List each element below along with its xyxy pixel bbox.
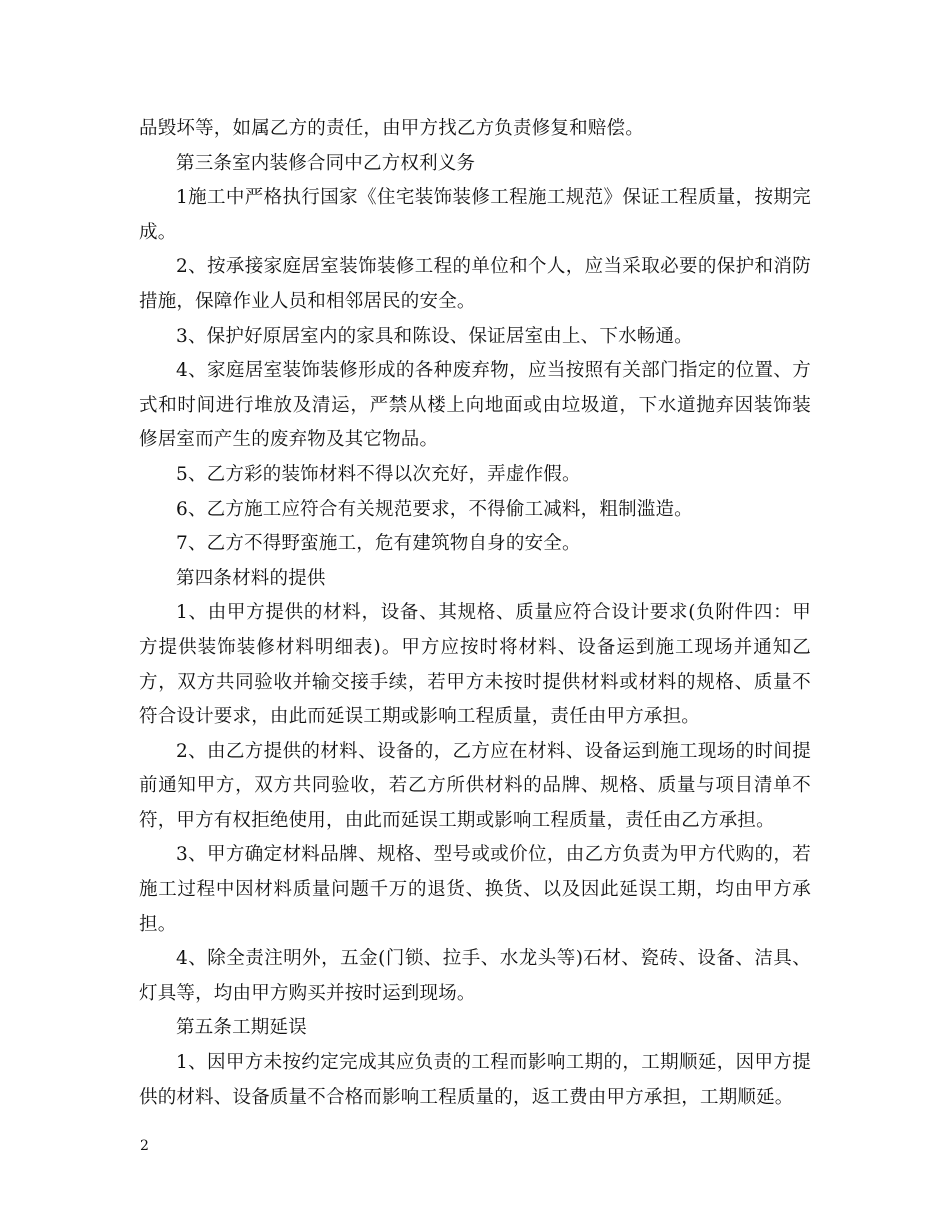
paragraph-3-7: 7、乙方不得野蛮施工，危有建筑物自身的安全。 [176,533,581,555]
paragraph-5-1: 1、因甲方未按约定完成其应负责的工程而影响工期的，工期顺延，因甲方提供的材料、设备质量不合格而影响工程质量的，返工费由甲方承担，工期顺延。 [139,1052,811,1108]
paragraph-3-2: 2、按承接家庭居室装饰装修工程的单位和个人，应当采取必要的保护和消防措施，保障作业人员和相邻居民的安全。 [139,256,811,312]
paragraph-1: 品毁坏等，如属乙方的责任，由甲方找乙方负责修复和赔偿。 [139,118,644,139]
page-number: 2 [140,1138,149,1154]
document-body [139,112,811,1115]
section-heading-5: 第五条工期延误 [176,1017,307,1039]
paragraph-3-5: 5、乙方彩的装饰材料不得以次充好，弄虚作假。 [176,463,581,485]
paragraph-4-1: 1、由甲方提供的材料，设备、其规格、质量应符合设计要求(负附件四：甲方提供装饰装修材料明细表)。甲方应按时将材料、设备运到施工现场并通知乙方，双方共同验收并输交接手续，若甲方未按时提供材料或材料的规格、质量不符合设计要求，由此而延误工期或影响工程质量，责任由甲方承担。 [139,602,811,728]
paragraph-4-4: 4、除全责注明外，五金(门锁、拉手、水龙头等)石材、瓷砖、设备、洁具、灯具等，均由甲方购买并按时运到现场。 [139,948,811,1004]
paragraph-3-1: 1施工中严格执行国家《住宅装饰装修工程施工规范》保证工程质量，按期完成。 [139,187,811,243]
paragraph-4-2: 2、由乙方提供的材料、设备的，乙方应在材料、设备运到施工现场的时间提前通知甲方，双方共同验收，若乙方所供材料的品牌、规格、质量与项目清单不符，甲方有权拒绝使用，由此而延误工期或影响工程质量，责任由乙方承担。 [139,740,811,831]
paragraph-4-3: 3、甲方确定材料品牌、规格、型号或或价位，由乙方负责为甲方代购的，若施工过程中因材料质量问题千万的退货、换货、以及因此延误工期，均由甲方承担。 [139,844,811,935]
paragraph-3-6: 6、乙方施工应符合有关规范要求，不得偷工减料，粗制滥造。 [176,498,693,520]
section-heading-4: 第四条材料的提供 [176,567,326,589]
paragraph-3-3: 3、保护好原居室内的家具和陈设、保证居室由上、下水畅通。 [176,325,693,347]
paragraph-3-4: 4、家庭居室装饰装修形成的各种废弃物，应当按照有关部门指定的位置、方式和时间进行堆放及清运，严禁从楼上向地面或由垃圾道，下水道抛弃因装饰装修居室而产生的废弃物及其它物品。 [139,360,811,451]
section-heading-3: 第三条室内装修合同中乙方权利义务 [176,152,476,174]
